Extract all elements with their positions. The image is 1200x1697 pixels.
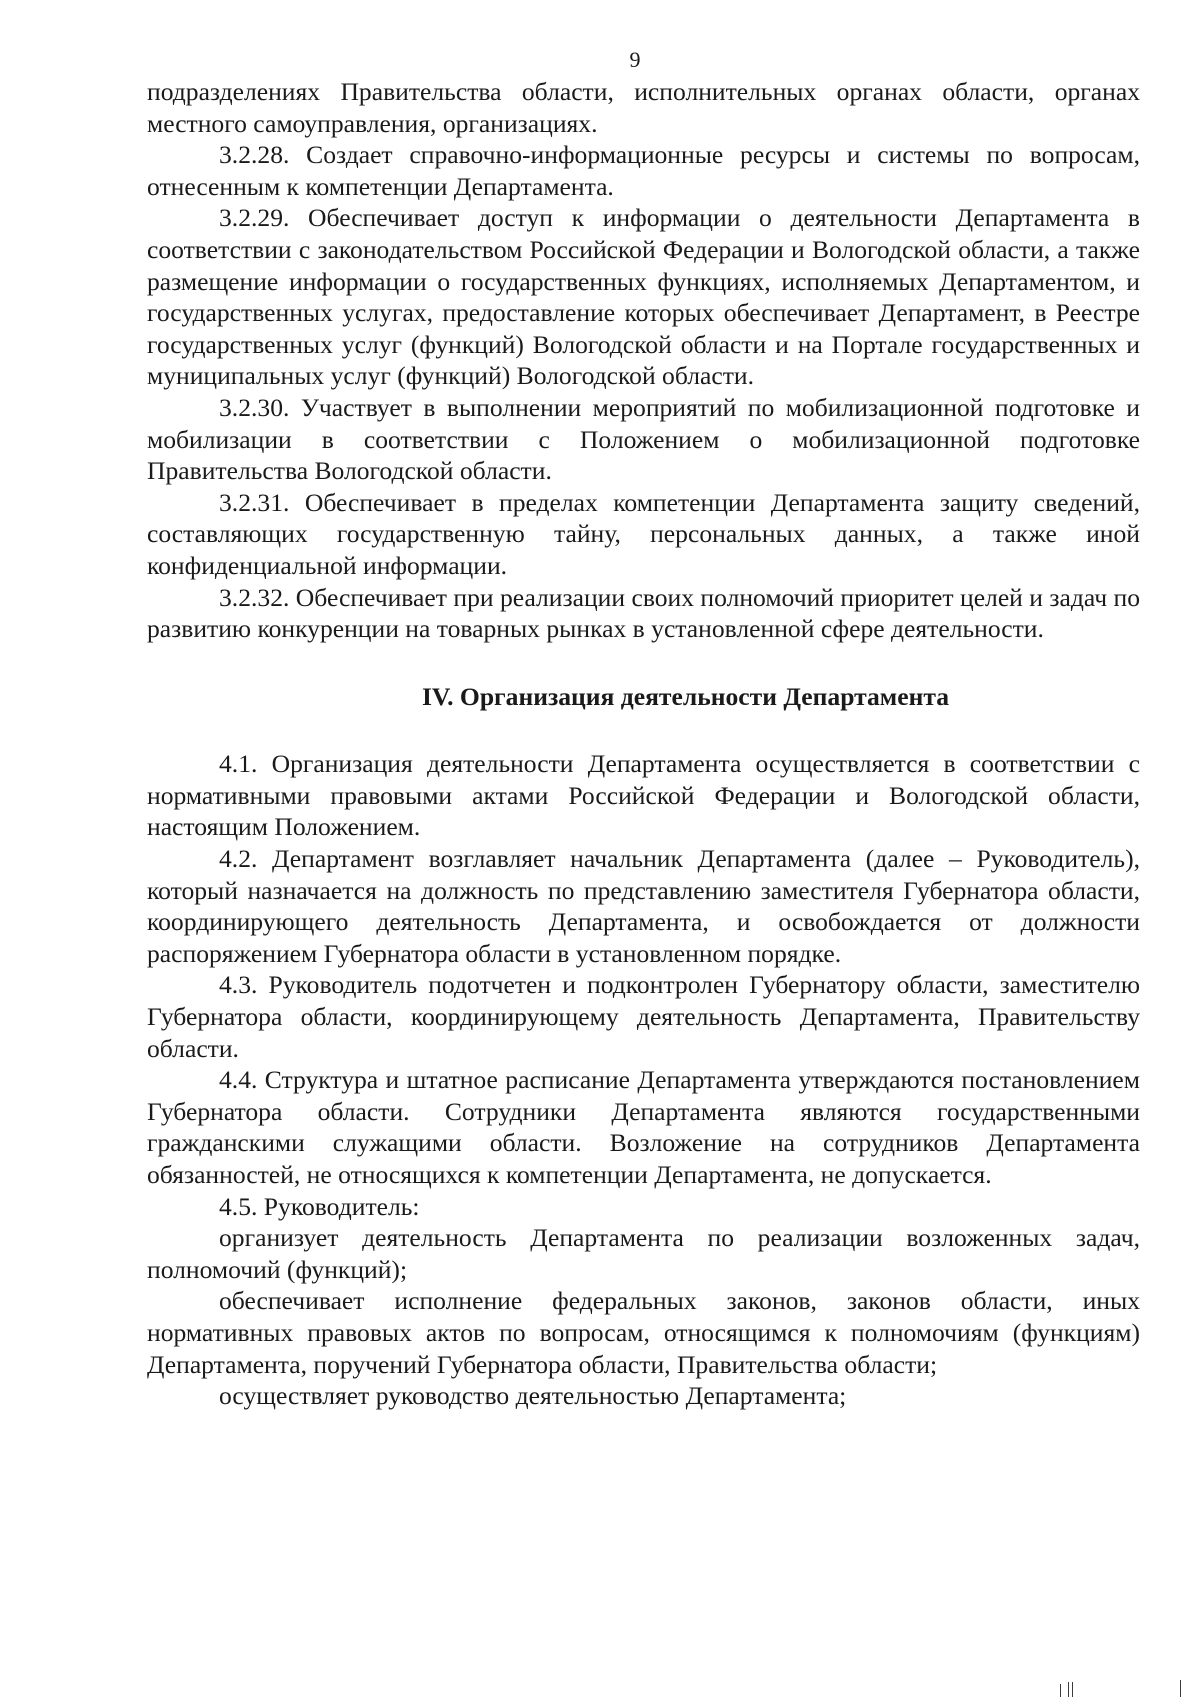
scan-artifact-mark: [1068, 1682, 1069, 1697]
paragraph-3-2-28: 3.2.28. Создает справочно-информационные ресурсы и системы по вопросам, отнесенным к компетенции Департамента.: [147, 140, 1140, 201]
paragraph-3-2-32: 3.2.32. Обеспечивает при реализации своих полномочий приоритет целей и задач по развитию конкуренции на товарных рынках в установленной сфере деятельности.: [147, 582, 1140, 644]
paragraph-4-1: 4.1. Организация деятельности Департамента осуществляется в соответствии с нормативными правовыми актами Российской Федерации и Вологодской области, настоящим Положением.: [147, 749, 1140, 842]
paragraph-4-3: 4.3. Руководитель подотчетен и подконтролен Губернатору области, заместителю Губернатора области, координирующему деятельность Департамента, Правительству области.: [147, 970, 1140, 1063]
document-body: [147, 76, 1140, 1412]
paragraph-3-2-31: 3.2.31. Обеспечивает в пределах компетенции Департамента защиту сведений, составляющих государственную тайну, персональных данных, а также иной конфиденциальной информации.: [147, 487, 1140, 580]
paragraph-4-5-manages: осуществляет руководство деятельностью Департамента;: [219, 1381, 847, 1411]
paragraph-4-2: 4.2. Департамент возглавляет начальник Департамента (далее – Руководитель), который назначается на должность по представлению заместителя Губернатора области, координирующего деятельность Департамента, и освобождается от должности распоряжением Губернатора области в установленном порядке.: [147, 844, 1140, 968]
paragraph-continuation: подразделениях Правительства области, исполнительных органах области, органах местного самоуправления, организациях.: [147, 77, 1140, 138]
page-number: 9: [629, 47, 641, 72]
scan-artifact-mark: [1060, 1684, 1061, 1697]
paragraph-4-4: 4.4. Структура и штатное расписание Департамента утверждаются постановлением Губернатора области. Сотрудники Департамента являются государственными гражданскими служащими области. Возложение на сотрудников Департамента обязанностей, не относящихся к компетенции Департамента, не допускается.: [147, 1065, 1140, 1189]
paragraph-3-2-29: 3.2.29. Обеспечивает доступ к информации о деятельности Департамента в соответствии с законодательством Российской Федерации и Вологодской области, а также размещение информации о государственных функциях, исполняемых Департаментом, и государственных услугах, предоставление которых обеспечивает Департамент, в Реестре государственных услуг (функций) Вологодской области и на Портале государственных и муниципальных услуг (функций) Вологодской области.: [147, 203, 1140, 391]
section-heading: IV. Организация деятельности Департамента: [421, 681, 950, 711]
paragraph-3-2-30: 3.2.30. Участвует в выполнении мероприятий по мобилизационной подготовке и мобилизации в соответствии с Положением о мобилизационной подготовке Правительства Вологодской области.: [147, 392, 1140, 486]
paragraph-4-5-organizes: организует деятельность Департамента по реализации возложенных задач, полномочий (функций);: [147, 1223, 1140, 1284]
paragraph-4-5-ensures: обеспечивает исполнение федеральных законов, законов области, иных нормативных правовых актов по вопросам, относящимся к полномочиям (функциям) Департамента, поручений Губернатора области, Правительства области;: [147, 1286, 1140, 1379]
scan-artifact-mark: [1072, 1682, 1073, 1697]
scan-artifact-mark: [1180, 1680, 1181, 1697]
paragraph-4-5: 4.5. Руководитель:: [219, 1191, 420, 1221]
